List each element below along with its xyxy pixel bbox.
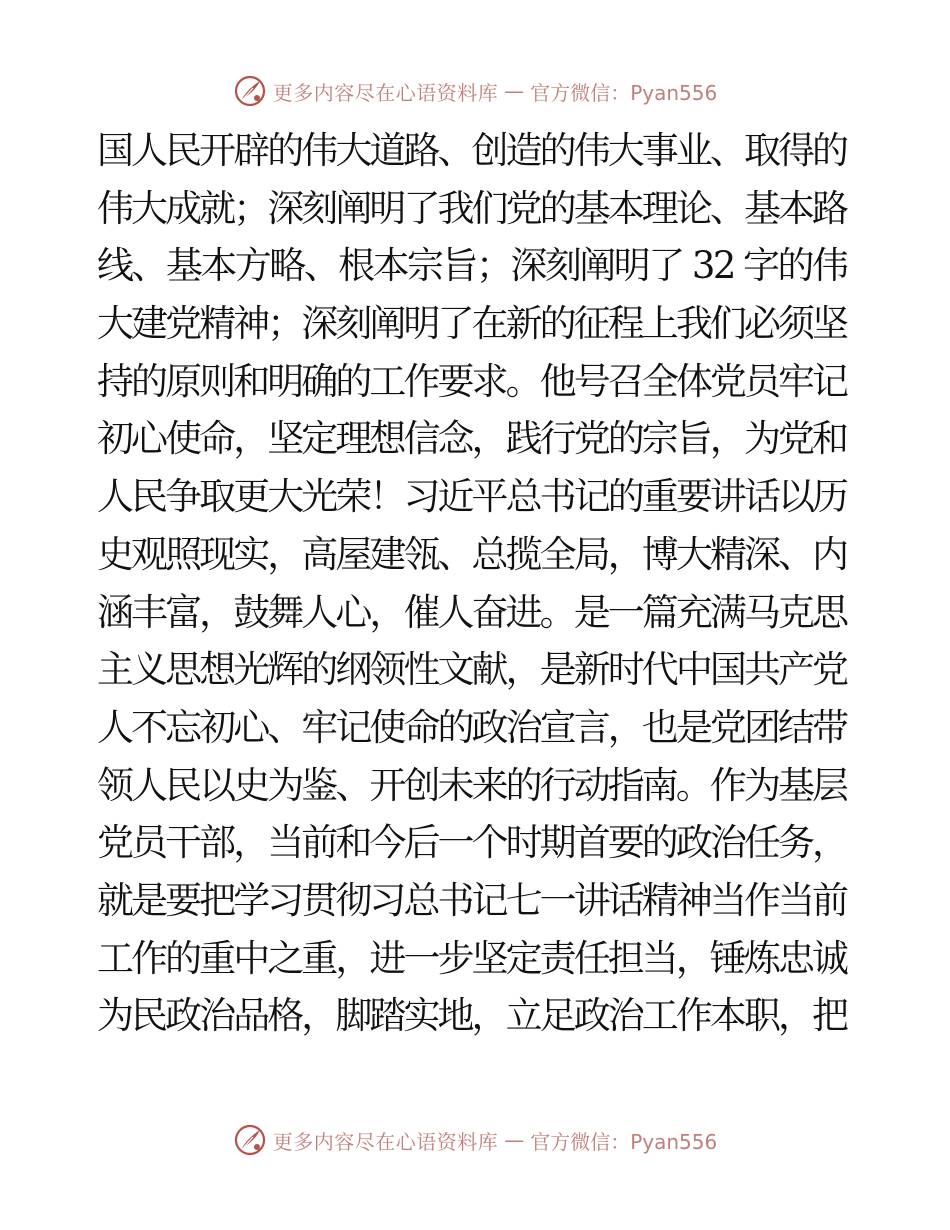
body-line: 持的原则和明确的工作要求。他号召全体党员牢记 <box>97 359 847 403</box>
banner-separator: — <box>504 1128 525 1152</box>
quill-logo-icon <box>233 74 267 108</box>
banner-wechat: 官方微信：Pyan556 <box>530 80 718 105</box>
body-line: 国人民开辟的伟大道路、创造的伟大事业、取得的 <box>97 129 847 172</box>
banner-separator: — <box>504 79 525 103</box>
banner-wechat: 官方微信：Pyan556 <box>530 1129 718 1154</box>
body-line: 工作的重中之重，进一步坚定责任担当，锤炼忠诚 <box>97 936 847 980</box>
body-line: 史观照现实，高屋建瓴、总揽全局，博大精深、内 <box>97 532 847 576</box>
body-line: 伟大成就；深刻阐明了我们党的基本理论、基本路 <box>97 186 847 230</box>
body-line: 主义思想光辉的纲领性文献，是新时代中国共产党 <box>97 648 847 692</box>
body-line: 领人民以史为鉴、开创未来的行动指南。作为基层 <box>97 763 847 807</box>
body-line: 就是要把学习贯彻习总书记七一讲话精神当作当前 <box>97 878 847 922</box>
quill-logo-icon <box>233 1123 267 1157</box>
body-line: 涵丰富，鼓舞人心，催人奋进。是一篇充满马克思 <box>97 590 847 634</box>
body-line: 初心使命，坚定理想信念，践行党的宗旨，为党和 <box>97 417 847 461</box>
body-line: 为民政治品格，脚踏实地，立足政治工作本职，把 <box>97 994 847 1038</box>
document-body <box>97 122 857 1045</box>
body-line: 人不忘初心、牢记使命的政治宣言，也是党团结带 <box>97 705 847 749</box>
body-line: 人民争取更大光荣！习近平总书记的重要讲话以历 <box>97 475 847 519</box>
banner-text: 更多内容尽在心语资料库 <box>272 1129 499 1154</box>
banner-text: 更多内容尽在心语资料库 <box>272 80 499 105</box>
body-line: 大建党精神；深刻阐明了在新的征程上我们必须坚 <box>97 302 847 346</box>
body-line: 线、基本方略、根本宗旨；深刻阐明了 32 字的伟 <box>97 244 847 288</box>
footer-watermark-banner <box>0 1120 950 1160</box>
header-watermark-banner <box>0 71 950 111</box>
body-line: 党员干部，当前和今后一个时期首要的政治任务， <box>97 821 847 865</box>
